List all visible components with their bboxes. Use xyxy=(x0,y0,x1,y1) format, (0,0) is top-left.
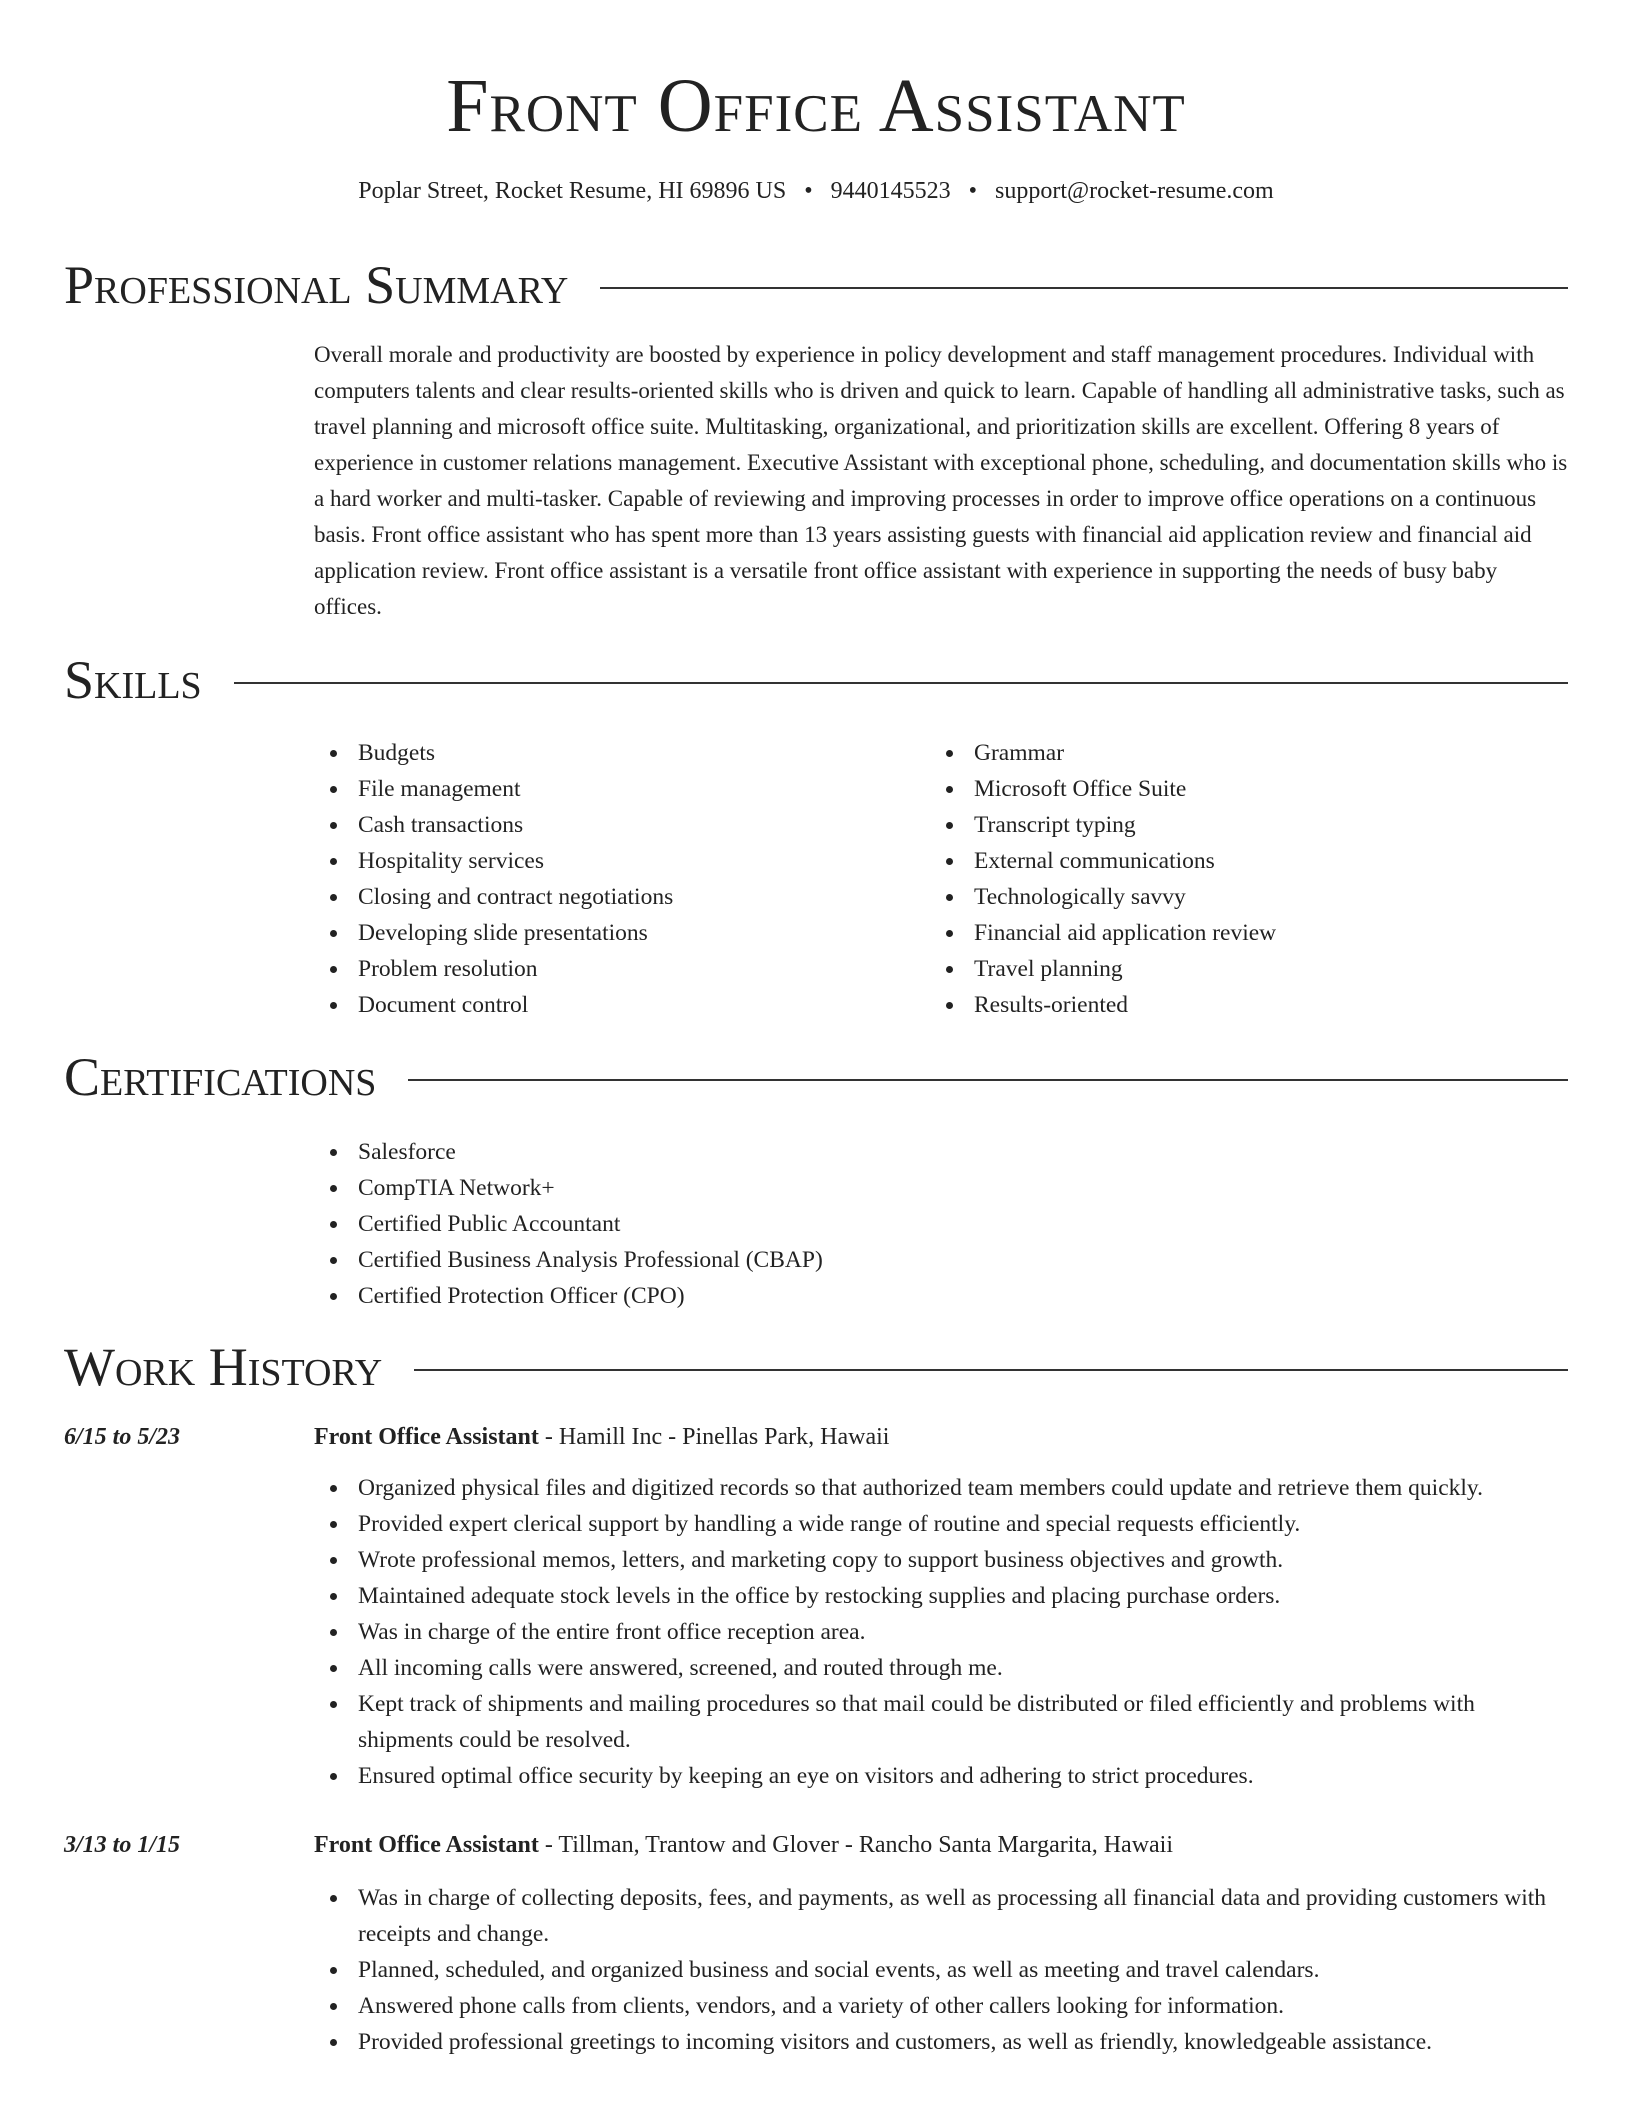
certifications-section-title: Certifications xyxy=(64,1047,377,1107)
skill-item: Hospitality services xyxy=(314,843,914,879)
skill-item: Transcript typing xyxy=(930,807,1570,843)
skills-section-title: Skills xyxy=(64,650,202,710)
job-duty-item: All incoming calls were answered, screened, and routed through me. xyxy=(314,1650,1570,1686)
skill-item: Microsoft Office Suite xyxy=(930,771,1570,807)
certification-item: Certified Business Analysis Professional (CBAP) xyxy=(314,1242,1570,1278)
job-duty-item: Maintained adequate stock levels in the office by restocking supplies and placing purchase orders. xyxy=(314,1578,1570,1614)
job-duties-list xyxy=(314,1880,1570,2060)
work-section-header xyxy=(64,1335,1568,1399)
skills-right-column xyxy=(930,735,1570,1023)
skills-section-header xyxy=(64,648,1568,712)
skill-item: File management xyxy=(314,771,914,807)
section-divider xyxy=(414,1369,1568,1371)
job-employer: - Hamill Inc - Pinellas Park, Hawaii xyxy=(538,1424,890,1450)
section-divider xyxy=(600,287,1568,289)
job-dates: 3/13 to 1/15 xyxy=(64,1832,181,1858)
job-role: Front Office Assistant xyxy=(314,1424,539,1450)
skill-item: Cash transactions xyxy=(314,807,914,843)
job-duty-item: Answered phone calls from clients, vendors, and a variety of other callers looking for information. xyxy=(314,1988,1570,2024)
skill-item: Results-oriented xyxy=(930,987,1570,1023)
job-title-line xyxy=(314,1419,1570,1455)
job-role: Front Office Assistant xyxy=(314,1832,539,1858)
job-duty-item: Provided expert clerical support by handling a wide range of routine and special requests efficiently. xyxy=(314,1506,1570,1542)
certification-item: Salesforce xyxy=(314,1134,1570,1170)
summary-section-header xyxy=(64,253,1568,317)
certifications-section-header xyxy=(64,1045,1568,1109)
job-duty-item: Wrote professional memos, letters, and marketing copy to support business objectives and growth. xyxy=(314,1542,1570,1578)
skills-right-list xyxy=(930,735,1570,1023)
job-title-line xyxy=(314,1827,1570,1863)
skill-item: Problem resolution xyxy=(314,951,914,987)
job-duty-item: Organized physical files and digitized records so that authorized team members could update and retrieve them quickly. xyxy=(314,1470,1570,1506)
skill-item: Travel planning xyxy=(930,951,1570,987)
work-section-title: Work History xyxy=(64,1337,383,1397)
section-divider xyxy=(408,1079,1568,1081)
job-duty-item: Was in charge of collecting deposits, fees, and payments, as well as processing all financial data and providing customers with receipts and change. xyxy=(314,1880,1570,1952)
skill-item: Budgets xyxy=(314,735,914,771)
skill-item: Grammar xyxy=(930,735,1570,771)
job-duty-item: Kept track of shipments and mailing procedures so that mail could be distributed or filed efficiently and problems with shipments could be resolved. xyxy=(314,1686,1570,1758)
contact-line xyxy=(0,175,1632,207)
job-duty-item: Planned, scheduled, and organized business and social events, as well as meeting and travel calendars. xyxy=(314,1952,1570,1988)
job-duties xyxy=(314,1470,1570,1794)
skills-left-column xyxy=(314,735,914,1023)
summary-paragraph: Overall morale and productivity are boosted by experience in policy development and staff management procedures. Individual with computers talents and clear results-oriented skills who is driven and quick to learn. Capable of handling all administrative tasks, such as travel planning and microsoft office suite. Multitasking, organizational, and prioritization skills are excellent. Offering 8 years of experience in customer relations management. Executive Assistant with exceptional phone, scheduling, and documentation skills who is a hard worker and multi-tasker. Capable of reviewing and improving processes in order to improve office operations on a continuous basis. Front office assistant who has spent more than 13 years assisting guests with financial aid application review and financial aid application review. Front office assistant is a versatile front office assistant with experience in supporting the needs of busy baby offices. xyxy=(314,342,1568,619)
job-duties xyxy=(314,1880,1570,2060)
job-duty-item: Provided professional greetings to incoming visitors and customers, as well as friendly, knowledgeable assistance. xyxy=(314,2024,1570,2060)
skill-item: Financial aid application review xyxy=(930,915,1570,951)
contact-address: Poplar Street, Rocket Resume, HI 69896 US xyxy=(358,178,787,204)
contact-phone: 9440145523 xyxy=(830,178,951,204)
skills-left-list xyxy=(314,735,914,1023)
resume-name-heading: Front Office Assistant xyxy=(446,64,1186,148)
job-dates: 6/15 to 5/23 xyxy=(64,1424,181,1450)
certifications-list xyxy=(314,1134,1570,1314)
section-divider xyxy=(234,682,1568,684)
skill-item: Technologically savvy xyxy=(930,879,1570,915)
certifications-block xyxy=(314,1134,1570,1314)
skill-item: External communications xyxy=(930,843,1570,879)
contact-separator: • xyxy=(968,178,978,204)
contact-email: support@rocket-resume.com xyxy=(995,178,1274,204)
job-duties-list xyxy=(314,1470,1570,1794)
job-employer: - Tillman, Trantow and Glover - Rancho Santa Margarita, Hawaii xyxy=(538,1832,1174,1858)
skill-item: Developing slide presentations xyxy=(314,915,914,951)
certification-item: CompTIA Network+ xyxy=(314,1170,1570,1206)
skill-item: Document control xyxy=(314,987,914,1023)
contact-separator: • xyxy=(804,178,813,204)
summary-section-title: Professional Summary xyxy=(64,255,569,315)
certification-item: Certified Public Accountant xyxy=(314,1206,1570,1242)
certification-item: Certified Protection Officer (CPO) xyxy=(314,1278,1570,1314)
job-duty-item: Ensured optimal office security by keeping an eye on visitors and adhering to strict procedures. xyxy=(314,1758,1570,1794)
skill-item: Closing and contract negotiations xyxy=(314,879,914,915)
job-duty-item: Was in charge of the entire front office reception area. xyxy=(314,1614,1570,1650)
